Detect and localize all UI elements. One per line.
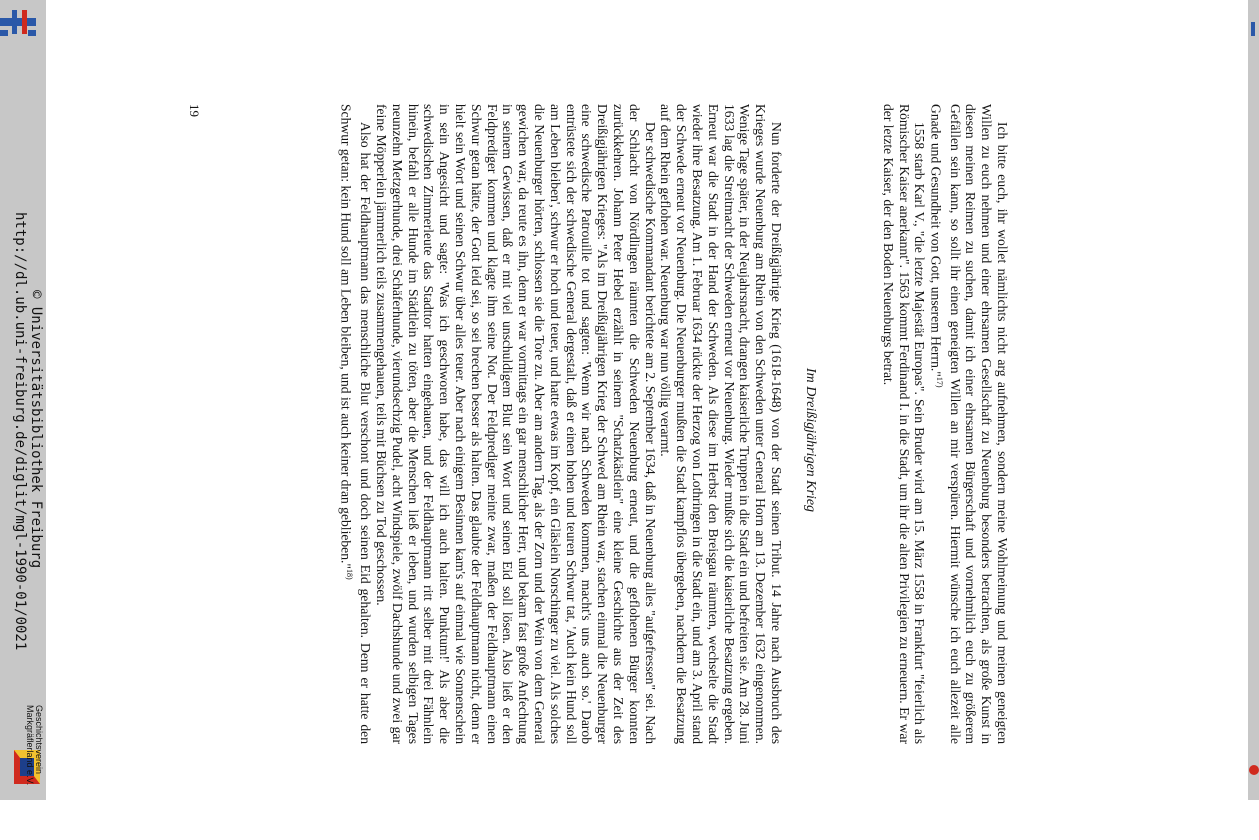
footer-society-sub: Markgräflerland e.V. xyxy=(25,705,35,786)
war-paragraph: Nun forderte der Dreißigjährige Krieg (1618-1648) von der Stadt seinen Tribut. 14 Jahre nach Ausbruch des Krieges wurde Neuenburg am Rhein von den Schweden unter General Horn am 13. Dezember 1632 eingenommen. Wenige Tage später, in der Neujahrsnacht, drangen kaiserliche Truppen in die Stadt ein und befreiten sie. Am 28. Juni 1633 lag die Streitmacht der Schweden erneut vor Neuenburg. Wieder mußte sich die kaiserliche Besatzung ergeben. Erneut war die Stadt in der Hand der Schweden. Als diese im Herbst den Breisgau räumten, wechselte die Stadt wieder ihre Besatzung. Am 1. Februar 1634 rückte der Herzog von Lothringen in die Stadt ein, und am 3. April stand der Schwede erneut vor Neuenburg. Die Neuenburger mußten die Stadt kampflos übergeben, nachdem die Besatzung auf dem Rhein geflohen war. Neuenburg war nun völlig verarmt. xyxy=(658,104,784,744)
section-heading: Im Dreißigjährigen Krieg xyxy=(803,367,818,513)
header-strip xyxy=(1248,0,1259,800)
footer-url[interactable]: http://dl.ub.uni-freiburg.de/diglit/mgl-1990-01/0021 xyxy=(12,212,28,651)
body-text xyxy=(338,104,784,744)
header-logo-icon xyxy=(1248,750,1259,790)
scanned-page xyxy=(170,40,1010,840)
page-number: 19 xyxy=(187,104,202,117)
kommandant-paragraph: Der schwedische Kommandant berichtete am 2. September 1634, daß in Neuenburg alles "aufgefressen" sei. Nach der Schlacht von Nördlingen räumten die Schweden Neuenburg erneut, und die geflohenen Bürger konnten zurückkehren. Johann Peter Hebel erzählt in seinem "Schatzkästlein" eine kleine Geschichte aus der Zeit des Dreißigjährigen Krieges: "Als im Dreißigjährigen Krieg der Schwed am Rhein war, stachen einmal die Neuenburger eine schwedische Patrouille tot und sagten: 'Wenn wir nach Schweden kommen, macht's uns auch so.' Darob entrüstete sich der schwedische General dergestalt, daß er einen hohen und teuren Schwur tat, 'Auch kein Hund soll am Leben bleiben', schwur er hoch und teuer, und hatte etwas im Kopf, ein Gläslein Norschinger zu viel. Als solches die Neuenburger hörten, schlossen sie die Tore zu. Aber am andern Tag, als der Zorn und der Wein von dem General gewichen war, da reute es ihn, denn er war vormittags ein gar menschlicher Herr, und bekam fast große Anfechtung in seinem Gewissen, daß er mit viel unschuldigem Blut sein Wort und seinen Eid soll lösen. Also ließ er den Feldprediger kommen und klagte ihm seine Not. Der Feldprediger meinte zwar, maßen der Feldhauptmann einen Schwur getan hätte, der Gott leid sei, so sei brechen besser als halten. Das glaubte der Feldhauptmann nicht, denn er hielt sein Wort und seinen Schwur über alles teuer. Aber nach einigem Besinnen kam's auf einmal wie Sonnenschein in sein Angesicht und sagte: 'Was ich geschworen habe, das will ich auch halten. Punktum!' Als aber die schwedischen Zimmerleute das Stadttor hatten eingehauen, und der Feldhauptmann ritt selber mit drei Fähnlein hinein, befahl er alle Hunde im Städtlein zu töten, aber die Menschen ließ er leben, und wurden selbigen Tages neunzehn Metzgerhunde, drei Schäferhunde, vierundsechzig Pudel, acht Windspiele, zwölf Dachshunde und zwei gar feine Möpperlein jämmerlich teils zusammengehauen, teils mit Büchsen zu Tod geschossen. xyxy=(374,104,658,744)
footnote-ref: 18) xyxy=(345,568,355,580)
also-paragraph: Also hat der Feldhauptmann das menschliche Blut verschont und doch seinen Eid gehalten. Denn er hatte den Schwur getan: kein Hund soll am Leben bleiben, und ist auch keiner dran geblieben."$^{18)}$ xyxy=(338,104,374,744)
footnote-ref: 17) xyxy=(934,376,944,388)
karl-paragraph: 1558 starb Karl V., "die letzte Majestät Europas". Sein Bruder wird am 15. März 1558 in Frankfurt "feierlich als Römischer Kaiser anerkannt". 1563 kommt Ferdinand I. in die Stadt, um ihr die alten Privilegien zu erneuern. Er war der letzte Kaiser, der den Boden Neuenburgs betrat. xyxy=(880,104,928,744)
ub-logo-icon xyxy=(0,4,46,54)
footer-copyright: © Universitätsbibliothek Freiburg xyxy=(28,290,44,569)
top-paragraph: Ich bitte euch, ihr wollet nämlichts nicht arg aufnehmen, sondern meine Wohlmeinung und meinen geneigten Willen zu euch nehmen und einer ehrsamen Gesellschaft zu Neuenburg besonders betrachten, als große Kunst in diesen meinen Reimen zu suchen, damit ich einer ehrsamen Bürgerschaft und vornehmlich euch zu größerem Gefällen sein kann, so sollt ihr einen geneigten Willen an mir verspüren. Hiermit wünsche ich euch allezeit alle Gnade und Gesundheit von Gott, unserem Herrn."$^{17)}$ 1558 starb Karl V., "die letzte Majestät Europas". Sein Bruder wird am 15. März 1558 in Frankfurt "feierlich als Römischer Kaiser anerkannt". 1563 kommt Ferdinand I. in die Stadt, um ihr die alten Privilegien zu erneuern. Er war der letzte Kaiser, der den Boden Neuenburgs betrat. xyxy=(880,104,1010,744)
scroll-arrow-icon[interactable] xyxy=(1248,10,1259,50)
footer-society: Geschichtsverein xyxy=(34,705,44,775)
